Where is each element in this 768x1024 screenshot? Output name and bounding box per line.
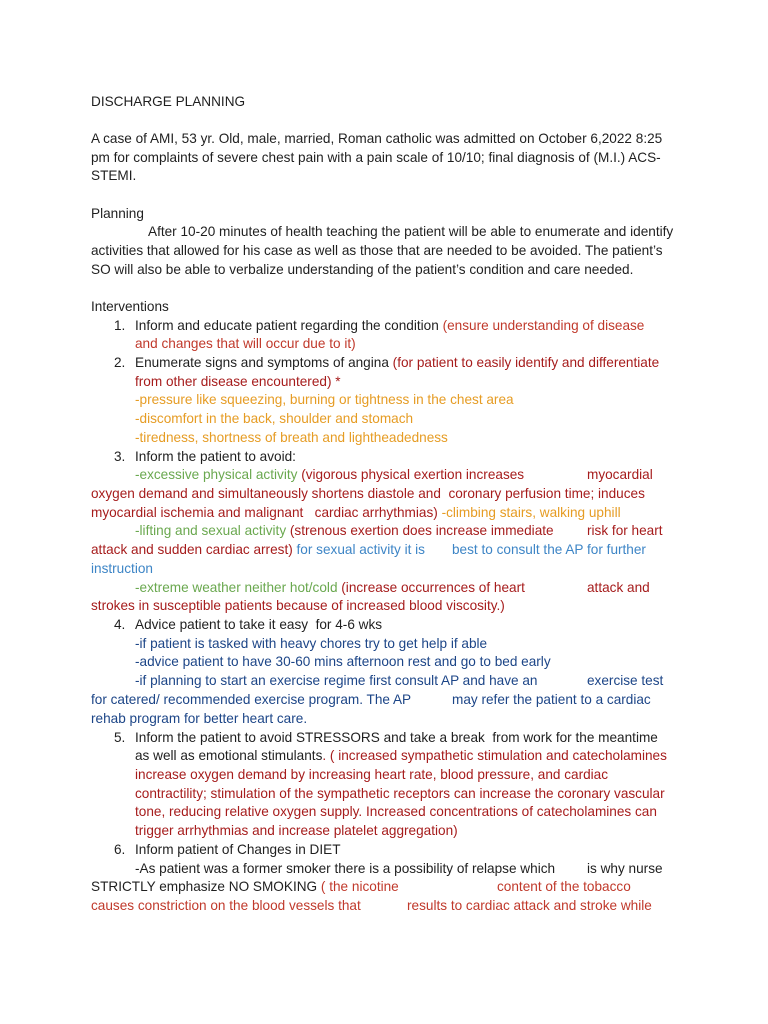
item-3-c-note-cont: attack and: [587, 580, 650, 595]
item-4-text: Advice patient to take it easy for 4-6 wks: [135, 617, 383, 632]
item-5-number: 5.: [114, 730, 126, 745]
item-3-c-label: -extreme weather neither hot/cold: [135, 580, 342, 595]
planning-line-1: After 10-20 minutes of health teaching the patient will be able to enumerate and identify: [148, 224, 674, 239]
item-4-sub-4-cont: may refer the patient to a cardiac: [452, 692, 651, 707]
item-3-b-note-end: attack and sudden cardiac arrest): [91, 542, 297, 557]
case-line-1: A case of AMI, 53 yr. Old, male, married, Roman catholic was admitted on October 6,2022 8:25: [91, 131, 663, 146]
item-3-text: Inform the patient to avoid:: [135, 449, 296, 464]
item-3-b-line-1: [135, 523, 554, 539]
item-6-sub-1: -As patient was a former smoker there is a possibility of relapse which: [135, 861, 556, 876]
item-2-sub-3: -tiredness, shortness of breath and lightheadedness: [135, 430, 448, 445]
item-6-note: ( the nicotine: [320, 879, 399, 894]
item-3-a-note-end: myocardial ischemia and malignant cardiac arrhythmias): [91, 505, 442, 520]
item-3-number: 3.: [114, 449, 126, 464]
item-6-text: Inform patient of Changes in DIET: [135, 842, 341, 857]
item-5-line-6: trigger arrhythmias and increase platelet aggregation): [135, 823, 458, 838]
item-3-a-extra: -climbing stairs, walking uphill: [441, 505, 621, 520]
item-3-c-line-2: strokes in susceptible patients because of increased blood viscosity.): [91, 598, 505, 613]
item-5-note: . ( increased sympathetic stimulation and catecholamines: [322, 748, 667, 763]
item-3-b-line-2: [91, 542, 425, 558]
item-6-line-3: causes constriction on the blood vessels that: [91, 898, 361, 913]
item-1-text: Inform and educate patient regarding the condition: [135, 318, 443, 333]
planning-heading: Planning: [91, 206, 144, 221]
item-3-a-note: (vigorous physical exertion increases: [301, 467, 525, 482]
item-5-line-3: increase oxygen demand by increasing heart rate, blood pressure, and cardiac: [135, 767, 609, 782]
item-6-note-cont: content of the tobacco: [497, 879, 631, 894]
item-2-sub-1: -pressure like squeezing, burning or tightness in the chest area: [135, 392, 514, 407]
item-3-a-line-1: [135, 467, 524, 483]
item-3-b-line-3: instruction: [91, 561, 153, 576]
item-3-b-note: (strenous exertion does increase immediate: [289, 523, 554, 538]
item-5-text: as well as emotional stimulants: [135, 748, 323, 763]
item-4-sub-3: -if planning to start an exercise regime first consult AP and have an: [135, 673, 538, 688]
item-5-line-4: contractility; stimulation of the sympathetic receptors can increase the coronary vascular: [135, 786, 665, 801]
item-1-line-1: [135, 318, 644, 334]
item-5-line-1: Inform the patient to avoid STRESSORS and take a break from work for the meantime: [135, 730, 658, 745]
item-2-line-2: from other disease encountered) *: [135, 374, 341, 389]
planning-line-2: activities that allowed for his case as well as those that are needed to be avoided. The patient’s: [91, 243, 663, 258]
item-3-b-note-cont: risk for heart: [587, 523, 663, 538]
interventions-heading: Interventions: [91, 299, 169, 314]
item-1-line-2: and changes that will occur due to it): [135, 336, 356, 351]
item-3-a-line-2: oxygen demand and simultaneously shortens diastole and coronary perfusion time; induces: [91, 486, 645, 501]
item-4-sub-5: rehab program for better heart care.: [91, 711, 308, 726]
item-2-sub-2: -discomfort in the back, shoulder and stomach: [135, 411, 414, 426]
item-2-number: 2.: [114, 355, 126, 370]
case-line-3: STEMI.: [91, 168, 137, 183]
case-line-2: pm for complaints of severe chest pain with a pain scale of 10/10; final diagnosis of (M.I.) ACS-: [91, 150, 661, 165]
item-6-sub-1-cont: is why nurse: [587, 861, 663, 876]
item-6-emphasis: STRICTLY emphasize NO SMOKING: [91, 879, 321, 894]
item-3-a-line-3: [91, 505, 621, 521]
item-3-a-label: -excessive physical activity: [135, 467, 302, 482]
item-2-line-1: [135, 355, 659, 371]
document-title: DISCHARGE PLANNING: [91, 94, 246, 109]
item-5-line-2: [135, 748, 667, 764]
item-3-b-label: -lifting and sexual activity: [135, 523, 290, 538]
item-2-text: Enumerate signs and symptoms of angina: [135, 355, 393, 370]
item-3-c-note: (increase occurrences of heart: [341, 580, 525, 595]
item-6-line-3-cont: results to cardiac attack and stroke while: [407, 898, 652, 913]
item-4-sub-4: for catered/ recommended exercise program. The AP: [91, 692, 412, 707]
item-2-note: (for patient to easily identify and differentiate: [392, 355, 660, 370]
item-3-b-advice-cont: best to consult the AP for further: [452, 542, 646, 557]
item-4-sub-3-cont: exercise test: [587, 673, 664, 688]
item-6-number: 6.: [114, 842, 126, 857]
planning-line-3: SO will also be able to verbalize understanding of the patient’s condition and care needed.: [91, 262, 634, 277]
item-4-sub-2: -advice patient to have 30-60 mins afternoon rest and go to bed early: [135, 654, 551, 669]
item-5-line-5: tone, reducing relative oxygen supply. Increased concentrations of catecholamines can: [135, 804, 657, 819]
item-4-sub-1: -if patient is tasked with heavy chores try to get help if able: [135, 636, 488, 651]
item-4-number: 4.: [114, 617, 126, 632]
item-6-line-2: [91, 879, 399, 895]
item-3-a-note-cont: myocardial: [587, 467, 653, 482]
item-3-c-line-1: [135, 580, 525, 596]
item-1-note: (ensure understanding of disease: [442, 318, 645, 333]
item-3-b-advice: for sexual activity it is: [296, 542, 425, 557]
item-1-number: 1.: [114, 318, 126, 333]
